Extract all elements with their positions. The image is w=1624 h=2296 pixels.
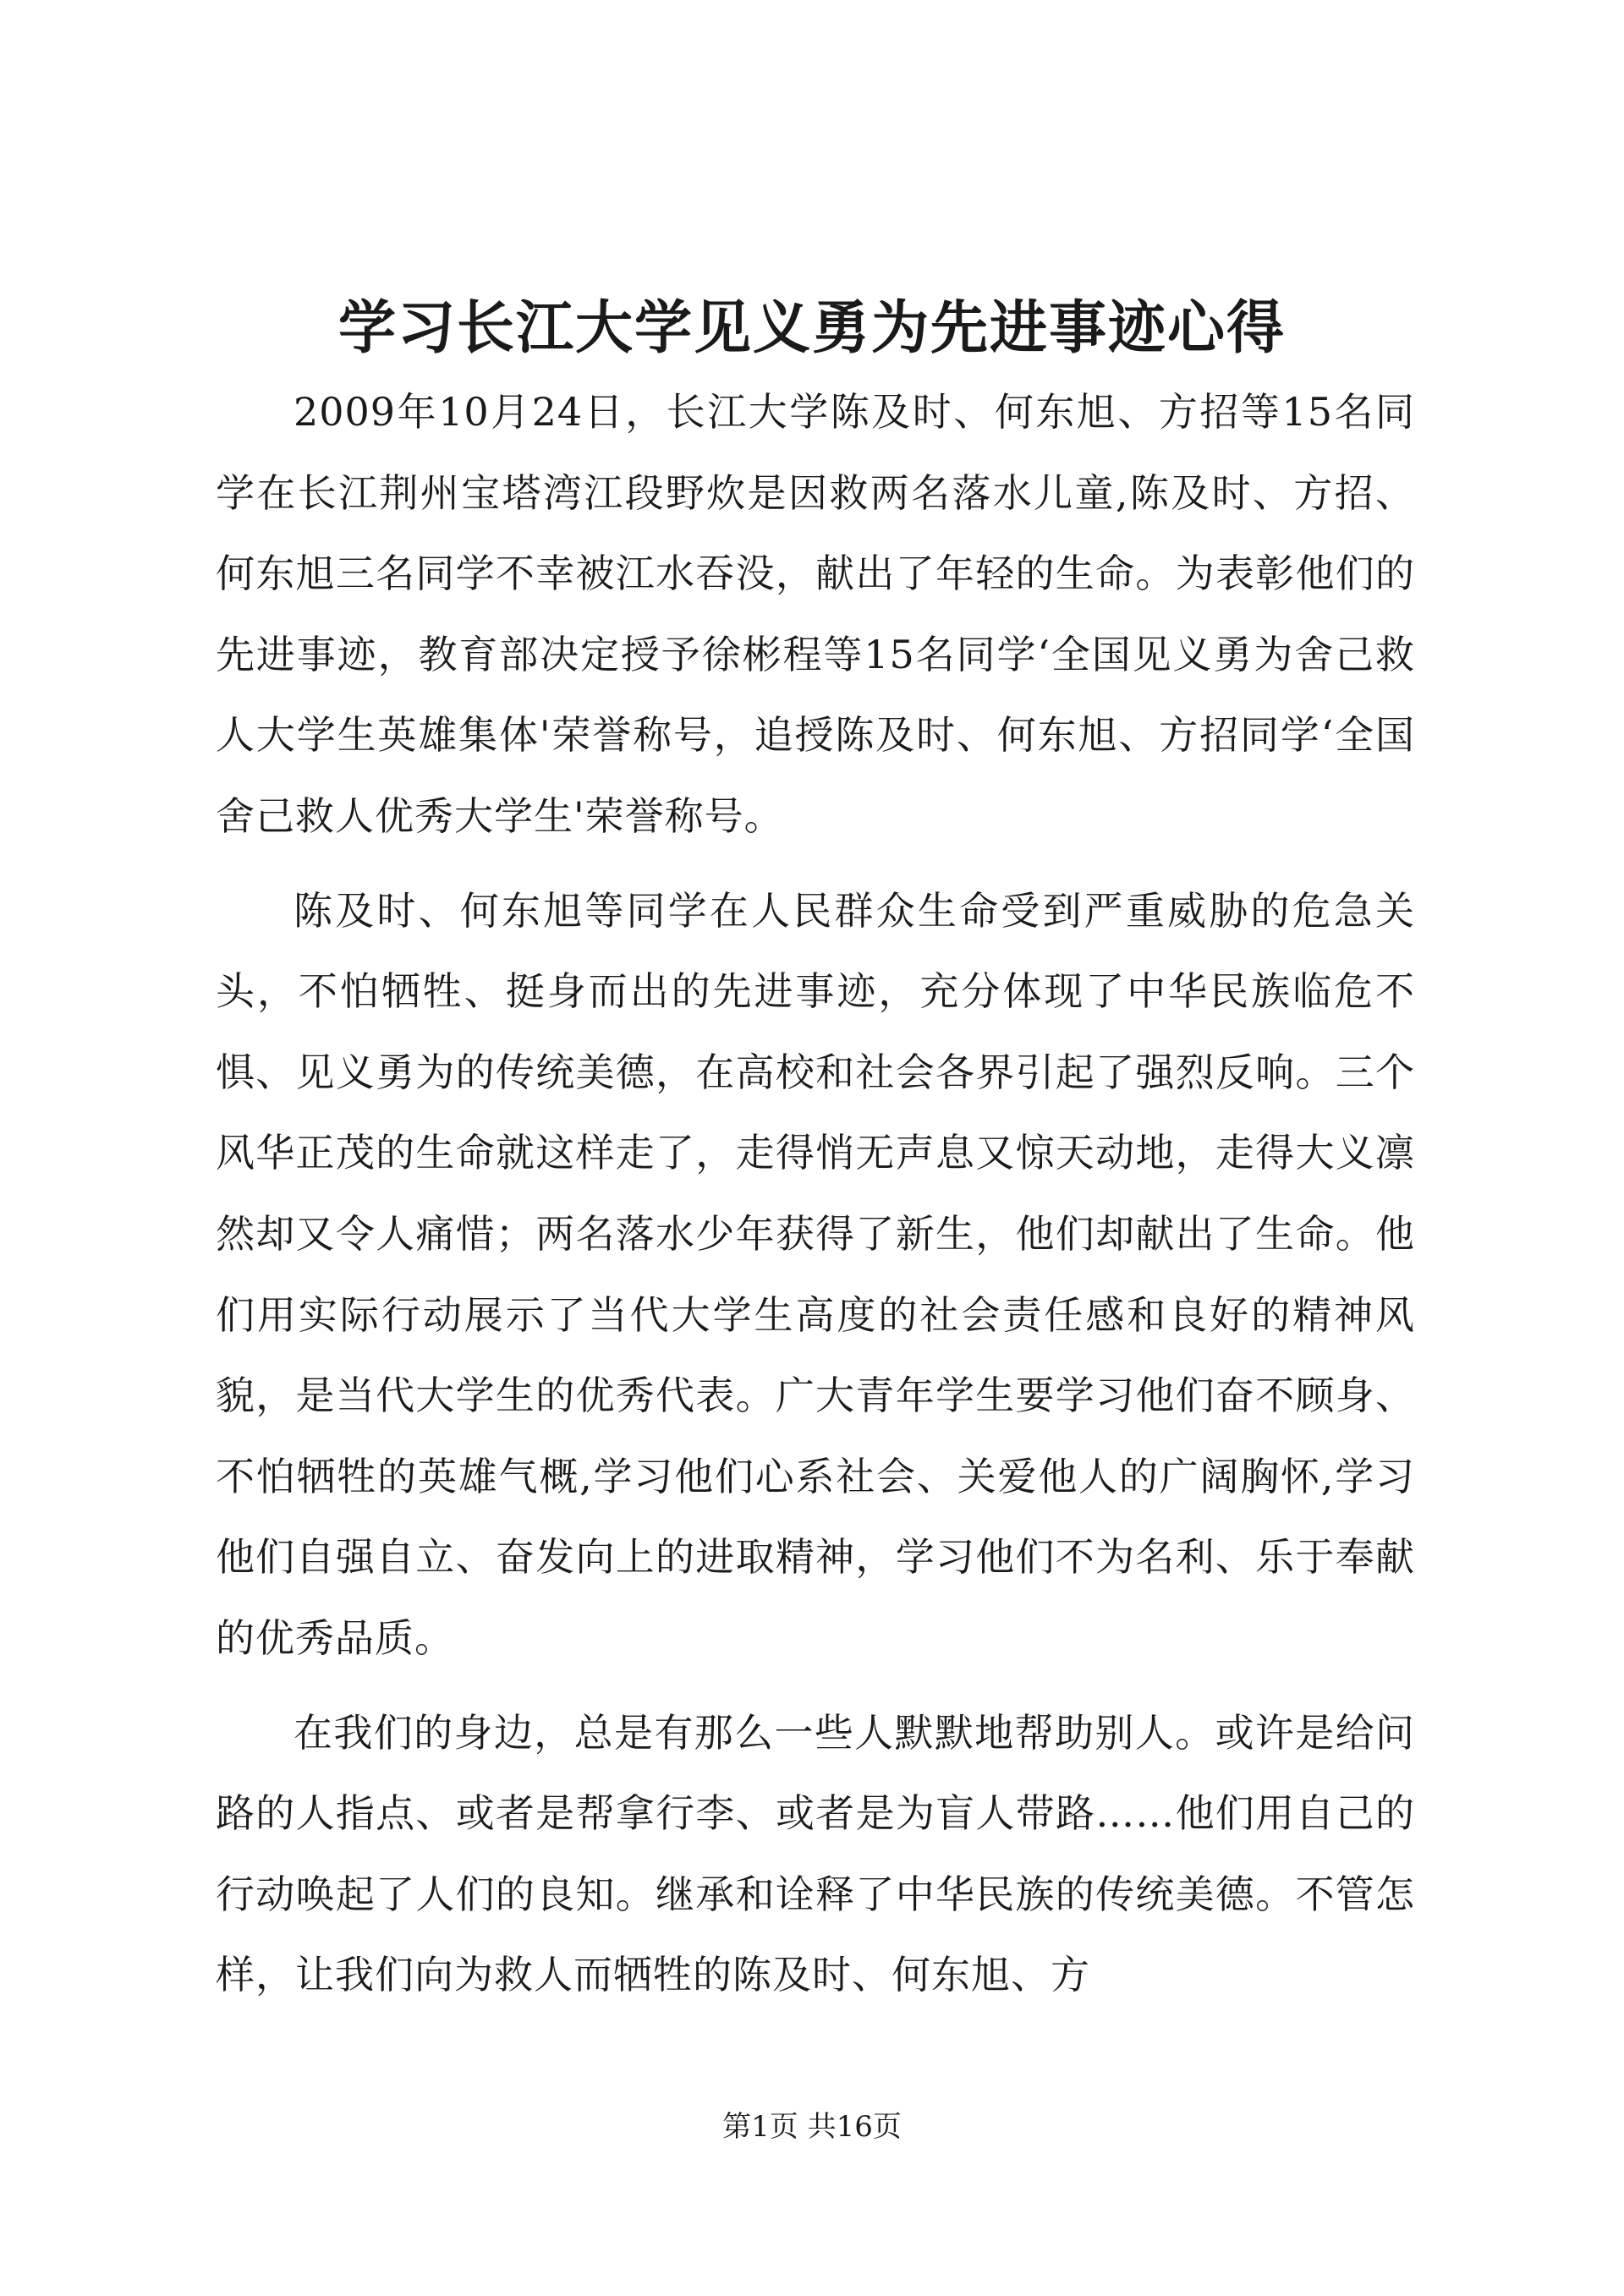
paragraph-3: 在我们的身边，总是有那么一些人默默地帮助别人。或许是给问路的人指点、或者是帮拿行李、或者是为盲人带路……他们用自己的行动唤起了人们的良知。继承和诠释了中华民族的传统美德。不管怎样，让我们向为救人而牺牲的陈及时、何东旭、方	[216, 1709, 1415, 1998]
page-footer: 第1页 共16页	[722, 2110, 902, 2144]
paragraph-1: 2009年10月24日，长江大学陈及时、何东旭、方招等15名同学在长江荆州宝塔湾江段野炊是因救两名落水儿童,陈及时、方招、何东旭三名同学不幸被江水吞没，献出了年轻的生命。为表彰他们的先进事迹，教育部决定授予徐彬程等15名同学‘全国见义勇为舍己救人大学生英雄集体'荣誉称号，追授陈及时、何东旭、方招同学‘全国舍己救人优秀大学生'荣誉称号。	[216, 389, 1415, 839]
paragraph-2: 陈及时、何东旭等同学在人民群众生命受到严重威胁的危急关头，不怕牺牲、挺身而出的先进事迹，充分体现了中华民族临危不惧、见义勇为的传统美德，在高校和社会各界引起了强烈反响。三个风华正茂的生命就这样走了，走得悄无声息又惊天动地，走得大义凛然却又令人痛惜；两名落水少年获得了新生，他们却献出了生命。他们用实际行动展示了当代大学生高度的社会责任感和良好的精神风貌，是当代大学生的优秀代表。广大青年学生要学习他们奋不顾身、不怕牺牲的英雄气概,学习他们心系社会、关爱他人的广阔胸怀,学习他们自强自立、奋发向上的进取精神，学习他们不为名利、乐于奉献的优秀品质。	[216, 887, 1415, 1661]
document-body	[216, 372, 1415, 2016]
document-title: 学习长江大学见义勇为先进事迹心得	[337, 294, 1286, 362]
